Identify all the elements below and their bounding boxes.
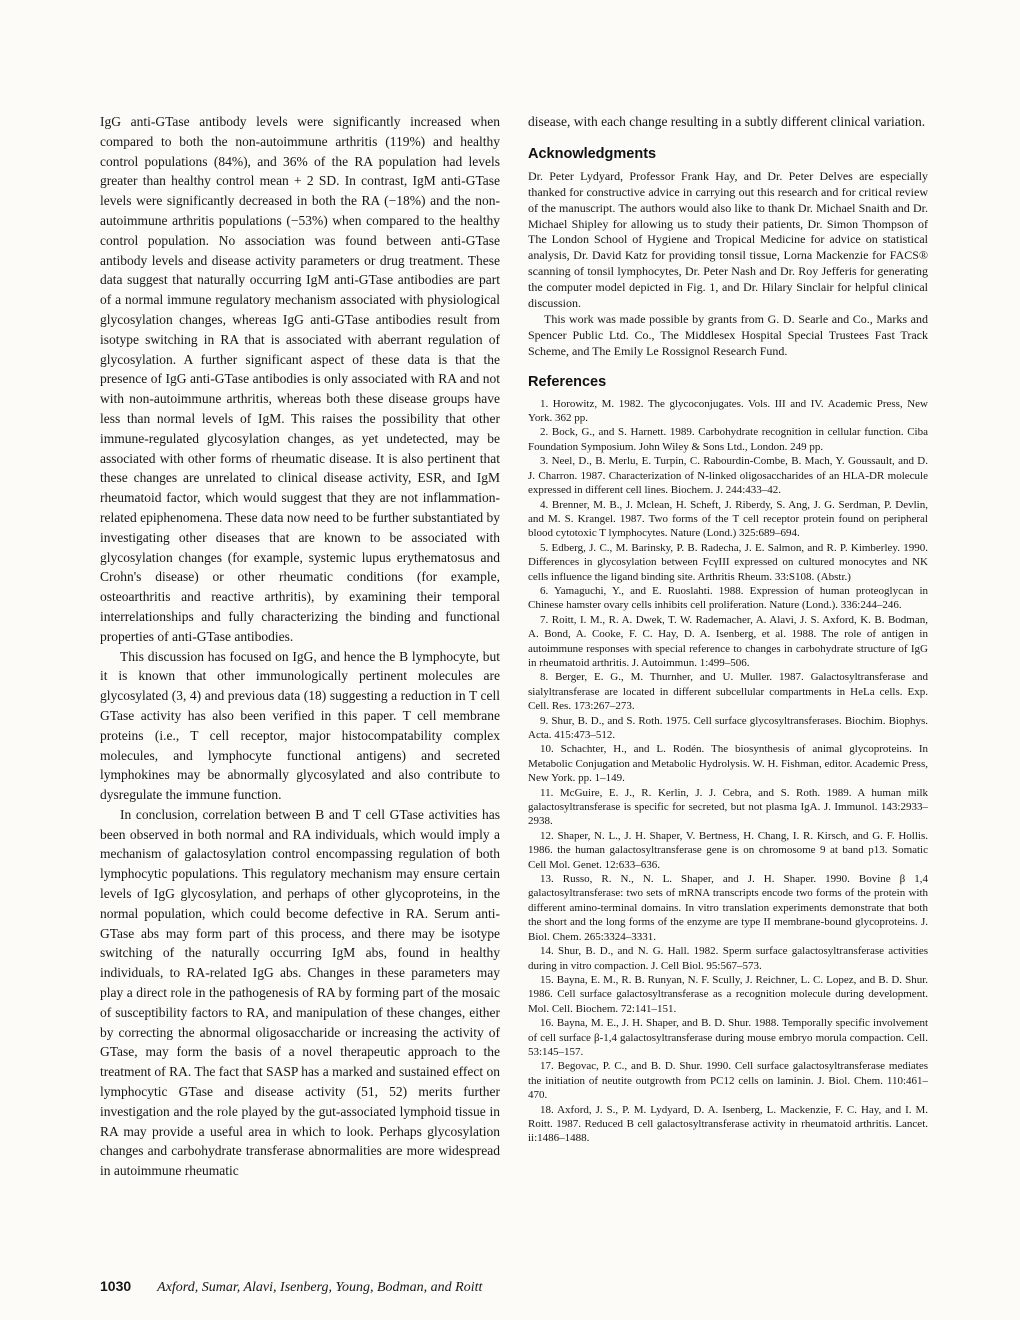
continuation-paragraph: disease, with each change resulting in a subtly different clinical variation. [528, 114, 926, 129]
reference-item: 1. Horowitz, M. 1982. The glycoconjugates. Vols. III and IV. Academic Press, New York. 362 pp. [528, 397, 928, 425]
reference-list [528, 397, 928, 1146]
references-heading: References [528, 373, 607, 390]
acknowledgments-heading: Acknowledgments [528, 145, 657, 162]
reference-item: 8. Berger, E. G., M. Thurnher, and U. Muller. 1987. Galactosyltransferase and sialyltransferase are located in different subcellular compartments in HeLa cells. Exp. Cell. Res. 173:267–273. [528, 671, 928, 713]
reference-item: 17. Begovac, P. C., and B. D. Shur. 1990. Cell surface galactosyltransferase mediates the initiation of neutite outgrowth from PC12 cells on laminin. J. Biol. Chem. 110:461–470. [528, 1060, 928, 1102]
page-footer [100, 1278, 928, 1296]
reference-item: 6. Yamaguchi, Y., and E. Ruoslahti. 1988. Expression of human proteoglycan in Chinese hamster ovary cells inhibits cell proliferation. Nature (Lond.). 336:244–246. [528, 584, 928, 612]
reference-item: 2. Bock, G., and S. Harnett. 1989. Carbohydrate recognition in cellular function. Ciba Foundation Symposium. John Wiley & Sons Ltd., London. 249 pp. [528, 426, 928, 453]
reference-item: 10. Schachter, H., and L. Rodén. The biosynthesis of animal glycoproteins. In Metabolic Conjugation and Metabolic Hydrolysis. W. H. Fishman, editor. Academic Press, New York. pp. 1–149. [528, 743, 928, 785]
page-number: 1030 [100, 1278, 132, 1294]
two-column-layout [100, 112, 928, 1181]
page-content [100, 112, 928, 1181]
left-column [100, 112, 500, 1181]
right-column [528, 112, 928, 1181]
reference-item: 3. Neel, D., B. Merlu, E. Turpin, C. Rabourdin-Combe, B. Mach, Y. Goussault, and D. J. Charron. 1987. Characterization of N-linked oligosaccharides of an HLA-DR molecule expressed in different cell lines. Biochem. J. 244:433–42. [528, 455, 928, 497]
reference-item: 4. Brenner, M. B., J. Mclean, H. Scheft, J. Riberdy, S. Ang, J. G. Serdman, P. Devlin, and M. S. Krangel. 1987. Two forms of the T cell receptor protein found on peripheral blood cytotoxic T lymphocytes. Nature (Lond.) 325:689–694. [528, 498, 928, 540]
running-title: Axford, Sumar, Alavi, Isenberg, Young, Bodman, and Roitt [157, 1280, 483, 1295]
reference-item: 14. Shur, B. D., and N. G. Hall. 1982. Sperm surface galactosyltransferase activities during in vitro compaction. J. Cell Biol. 95:567–573. [528, 945, 928, 972]
reference-item: 15. Bayna, E. M., R. B. Runyan, N. F. Scully, J. Reichner, L. C. Lopez, and B. D. Shur. 1986. Cell surface galactosyltransferase as a recognition molecule during development. Mol. Cell. Biochem. 72:141–151. [528, 973, 928, 1015]
reference-item: 5. Edberg, J. C., M. Barinsky, P. B. Radecha, J. E. Salmon, and R. P. Kimberley. 1990. Differences in glycosylation between FcγIII expressed on cultured monocytes and NK cells influence the ligand binding site. Arthritis Rheum. 33:S108. (Abstr.) [528, 541, 928, 583]
acknowledgments-paragraph: This work was made possible by grants from G. D. Searle and Co., Marks and Spencer Public Ltd. Co., The Middlesex Hospital Special Trustees Fast Track Scheme, and The Emily Le Rossignol Research Fund. [528, 311, 928, 358]
paragraph: In conclusion, correlation between B and T cell GTase activities has been observed in both normal and RA individuals, which would imply a mechanism of galactosylation control encompassing regulation of both lymphocytic populations. This regulatory mechanism may ensure certain levels of IgG glycosylation, and perhaps of other glycoproteins, in the normal population, which could become defective in RA. Serum anti-GTase abs may form part of this process, and there may be isotype switching of the naturally occurring IgM abs, found in healthy individuals, to RA-related IgG abs. Changes in these parameters may play a direct role in the pathogenesis of RA by forming part of the mosaic of susceptibility factors to RA, and manipulation of these changes, either by correcting the abnormal oligosaccharide or increasing the activity of GTase, may form the basis of a novel therapeutic approach to the treatment of RA. The fact that SASP has a marked and sustained effect on lymphocytic GTase and disease activity (51, 52) merits further investigation and the role played by the gut-associated lymphoid tissue in RA may provide a useful area in which to look. Perhaps glycosylation changes and carbohydrate transferase abnormalities are more widespread in autoimmune rheumatic [100, 806, 500, 1179]
reference-item: 13. Russo, R. N., N. L. Shaper, and J. H. Shaper. 1990. Bovine β 1,4 galactosyltransferase: two sets of mRNA transcripts encode two forms of the protein with different amino-terminal domains. In vitro translation experiments demonstrate that both the short and the long forms of the enzyme are type II membrane-bound glycoproteins. J. Biol. Chem. 265:3324–3331. [528, 873, 928, 943]
reference-item: 12. Shaper, N. L., J. H. Shaper, V. Bertness, H. Chang, I. R. Kirsch, and G. F. Hollis. 1986. the human galactosyltransferase gene is on chromosome 9 at band p13. Somatic Cell Mol. Genet. 12:633–636. [528, 829, 928, 871]
paragraph: IgG anti-GTase antibody levels were significantly increased when compared to both the non-autoimmune arthritis (119%) and healthy control populations (84%), and 36% of the RA population had levels greater than healthy control mean + 2 SD. In contrast, IgM anti-GTase levels were significantly decreased in both the RA (−18%) and the non-autoimmune arthritis populations (−53%) when compared to the healthy control population. No association was found between anti-GTase antibody levels and disease activity parameters or drug treatment. These data suggest that naturally occurring IgM anti-GTase antibodies are part of a normal immune regulatory mechanism associated with physiological glycosylation changes, whereas IgG anti-GTase antibodies result from isotype switching in RA that is associated with aberrant regulation of glycosylation. A further significant aspect of these data is that the presence of IgG anti-GTase antibodies is only associated with RA and not with non-autoimmune arthritis, whereas both these disease groups have less than normal levels of IgM. This raises the possibility that other immune-regulated glycosylation changes, as yet undetected, may be associated with other forms of rheumatic disease. It is also pertinent that these changes are unrelated to clinical disease activity, ESR, and IgM rheumatoid factor, which would suggest that they are not inflammation-related epiphenomena. These data now need to be further substantiated by investigating other diseases that are known to be associated with glycosylation changes (for example, systemic lupus erythematosus and Crohn's disease) or other rheumatic conditions (for example, osteoarthritis and reactive arthritis), by examining their temporal interrelationships and fully characterizing the binding and functional properties of anti-GTase antibodies. [100, 114, 500, 644]
reference-item: 9. Shur, B. D., and S. Roth. 1975. Cell surface glycosyltransferases. Biochim. Biophys. Acta. 415:473–512. [528, 714, 928, 742]
reference-item: 18. Axford, J. S., P. M. Lydyard, D. A. Isenberg, L. Mackenzie, F. C. Hay, and I. M. Roitt. 1987. Reduced B cell galactosyltransferase activity in rheumatoid arthritis. Lancet. ii:1486–1488. [528, 1103, 928, 1145]
paragraph: This discussion has focused on IgG, and hence the B lymphocyte, but it is known that other immunologically pertinent molecules are glycosylated (3, 4) and previous data (18) suggesting a reduction in T cell GTase activity has also been verified in this paper. T cell membrane proteins (i.e., T cell receptor, major histocompatability complex molecules, and lymphocyte functional antigens) and secreted lymphokines may be abnormally glycosylated and also contribute to dysregulate the immune function. [100, 648, 500, 803]
reference-item: 7. Roitt, I. M., R. A. Dwek, T. W. Rademacher, A. Alavi, J. S. Axford, K. B. Bodman, A. Bond, A. Cooke, F. C. Hay, D. A. Isenberg, et al. 1988. The role of antigen in autoimmune responses with special reference to changes in carbohydrate structure of IgG in rheumatoid arthritis. J. Autoimmun. 1:499–506. [528, 613, 928, 669]
reference-item: 11. McGuire, E. J., R. Kerlin, J. J. Cebra, and S. Roth. 1989. A human milk galactosyltransferase is specific for secreted, but not plasma IgA. J. Immunol. 143:2933–2938. [528, 786, 928, 828]
acknowledgments-paragraph: Dr. Peter Lydyard, Professor Frank Hay, and Dr. Peter Delves are especially thanked for constructive advice in carrying out this research and for critical review of the manuscript. The authors would also like to thank Dr. Michael Snaith and Dr. Michael Shipley for allowing us to study their patients, Dr. Simon Thompson of The London School of Hygiene and Tropical Medicine for advice on statistical analysis, Dr. David Katz for providing tonsil tissue, Lorna Mackenzie for FACS® scanning of tonsil lymphocytes, Dr. Peter Nash and Dr. Roy Jefferis for generating the computer model depicted in Fig. 1, and Dr. Hilary Sinclair for helpful clinical discussion. [528, 168, 928, 311]
reference-item: 16. Bayna, M. E., J. H. Shaper, and B. D. Shur. 1988. Temporally specific involvement of cell surface β-1,4 galactosyltransferase during mouse embryo morula compaction. Cell. 53:145–157. [528, 1017, 928, 1058]
